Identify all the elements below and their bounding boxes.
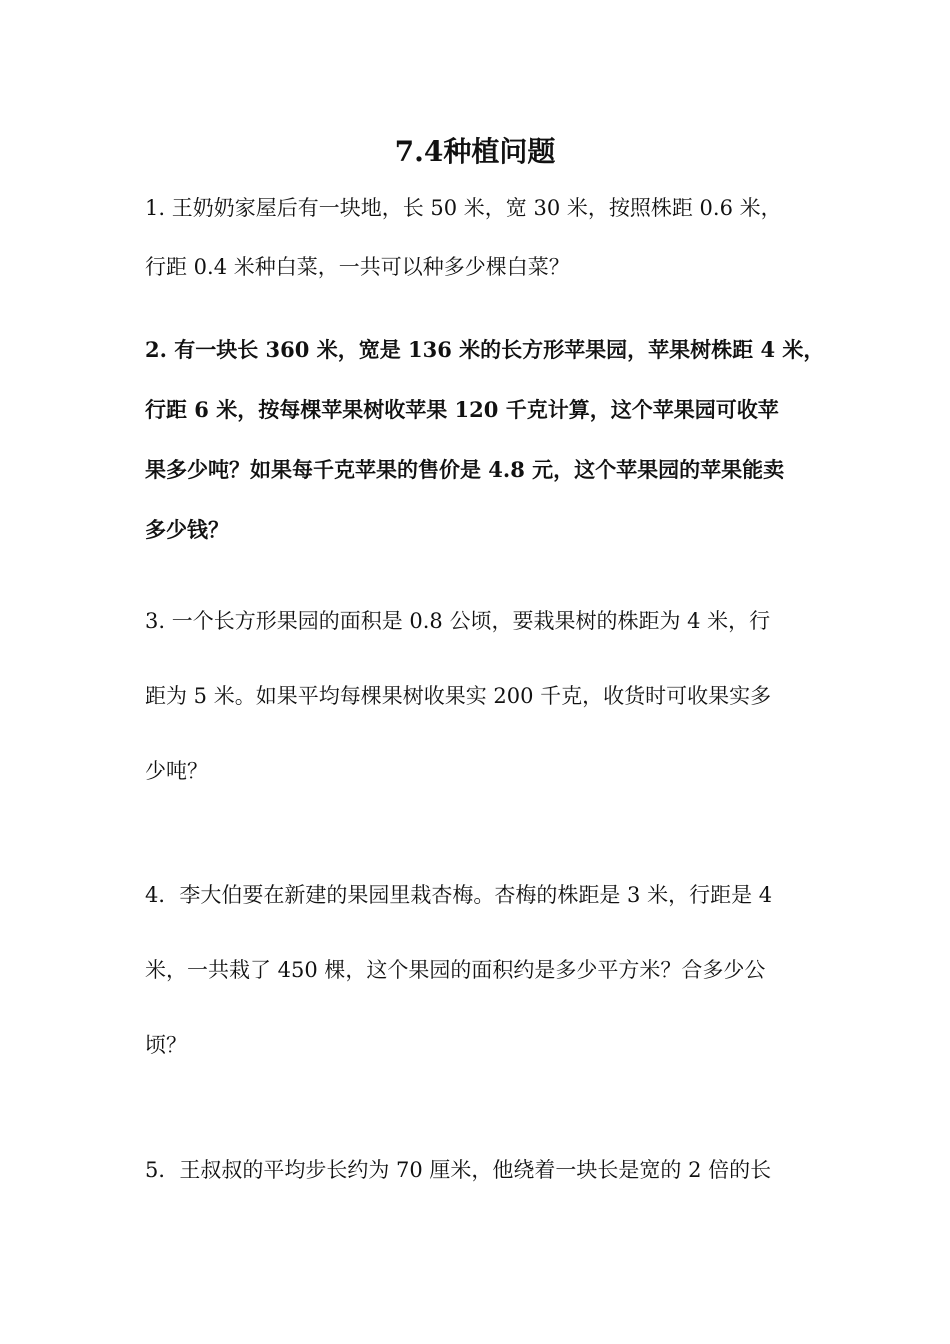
problem-4-line-1: 4．李大伯要在新建的果园里栽杏梅。杏梅的株距是 3 米，行距是 4 [145, 883, 773, 907]
problem-3-line-1: 3. 一个长方形果园的面积是 0.8 公顷，要栽果树的株距为 4 米，行 [145, 609, 771, 633]
problem-2-line-1: 2. 有一块长 360 米，宽是 136 米的长方形苹果园，苹果树株距 4 米， [145, 337, 825, 362]
problem-1-line-1: 1. 王奶奶家屋后有一块地，长 50 米，宽 30 米，按照株距 0.6 米， [145, 196, 782, 220]
problem-5-line-1: 5．王叔叔的平均步长约为 70 厘米，他绕着一块长是宽的 2 倍的长 [145, 1158, 772, 1182]
problem-2-line-2: 行距 6 米，按每棵苹果树收苹果 120 千克计算，这个苹果园可收苹 [145, 397, 779, 422]
problem-2-line-3: 果多少吨？如果每千克苹果的售价是 4.8 元，这个苹果园的苹果能卖 [145, 457, 785, 482]
page-title: 7.4种植问题 [394, 135, 556, 168]
problem-3-line-3: 少吨？ [145, 759, 208, 783]
problem-3-line-2: 距为 5 米。如果平均每棵果树收果实 200 千克，收货时可收果实多 [145, 684, 772, 708]
problem-4-line-2: 米，一共栽了 450 棵，这个果园的面积约是多少平方米？合多少公 [145, 958, 766, 982]
problem-2-line-4: 多少钱？ [145, 517, 229, 542]
problem-4-line-3: 顷？ [145, 1033, 187, 1057]
problem-1-line-2: 行距 0.4 米种白菜，一共可以种多少棵白菜？ [145, 255, 570, 279]
